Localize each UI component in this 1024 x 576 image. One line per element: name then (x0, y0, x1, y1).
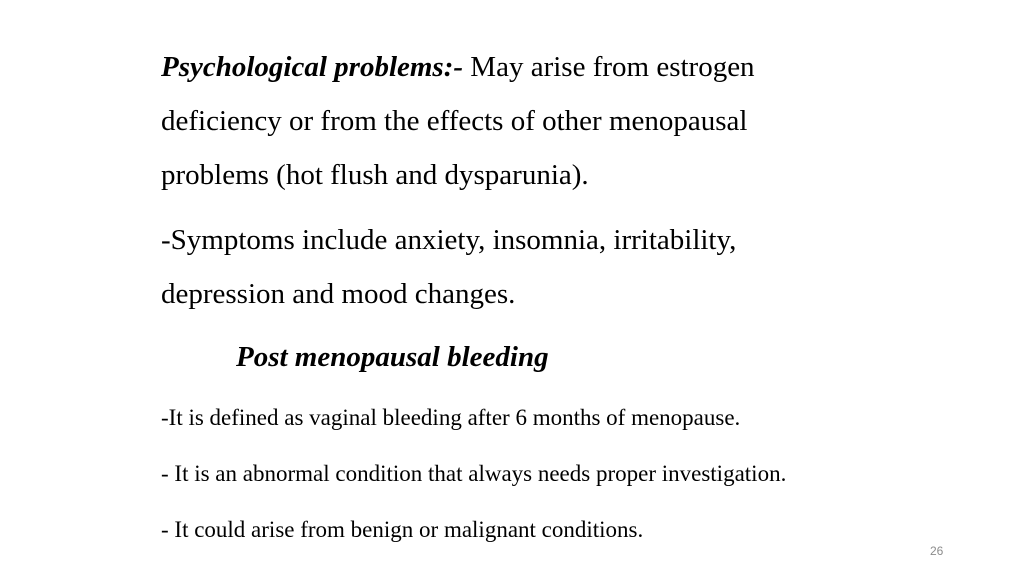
symptoms-line-1: -Symptoms include anxiety, insomnia, irritability, (161, 224, 737, 256)
paragraph-psychological-line-2: deficiency or from the effects of other menopausal (161, 105, 748, 137)
bullet-item: - It is an abnormal condition that always needs proper investigation. (161, 461, 787, 486)
paragraph-psychological-line-1 (161, 53, 755, 82)
bullet-item: -It is defined as vaginal bleeding after 6 months of menopause. (161, 405, 741, 430)
bullet-item: - It could arise from benign or malignant conditions. (161, 517, 644, 542)
paragraph-psychological-line-3: problems (hot flush and dysparunia). (161, 159, 589, 191)
subheading-post-menopausal-bleeding: Post menopausal bleeding (236, 341, 549, 373)
symptoms-line-2: depression and mood changes. (161, 278, 516, 310)
page-number: 26 (930, 544, 944, 558)
section-heading-psychological: Psychological problems:- (161, 51, 464, 83)
paragraph-text: May arise from estrogen (463, 51, 755, 83)
